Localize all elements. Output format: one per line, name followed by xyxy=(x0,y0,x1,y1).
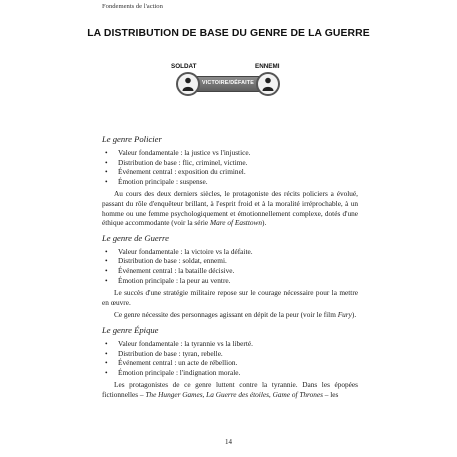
chapter-title xyxy=(0,28,457,39)
list-item: • Valeur fondamentale : la victoire vs la défaite. xyxy=(104,247,358,257)
list-item: • Valeur fondamentale : la tyrannie vs la liberté. xyxy=(104,339,358,349)
list-item: • Événement central : un acte de rébellion. xyxy=(104,358,358,368)
paragraph-text-after: – les xyxy=(322,389,339,399)
list-item: • Événement central : exposition du criminel. xyxy=(104,167,358,177)
body-text xyxy=(102,134,358,402)
bullet-list xyxy=(104,247,358,285)
paragraph-italic-title: The Hunger Games, La Guerre des étoiles, Game of Thrones xyxy=(145,389,323,399)
bullet-list xyxy=(104,148,358,186)
paragraph-text: Le succès d'une stratégie militaire repose sur le courage nécessaire pour la mettre en œuvre. xyxy=(102,288,358,307)
paragraph xyxy=(102,189,358,227)
paragraph-text-after: ). xyxy=(262,218,267,228)
chapter-title-bold: GENRE DE LA GUERRE xyxy=(250,28,370,39)
section-title: Le genre Épique xyxy=(102,324,159,335)
section-title: Le genre Policier xyxy=(102,134,162,144)
paragraph-text-after: ). xyxy=(351,310,357,320)
paragraph xyxy=(102,380,358,399)
list-item: • Distribution de base : flic, criminel, victime. xyxy=(104,158,358,168)
diagram-bar-label: VICTOIRE/DÉFAITE xyxy=(202,80,254,86)
diagram-label-ennemi: ENNEMI xyxy=(255,63,280,70)
paragraph-italic-title: Mare of Easttown xyxy=(210,218,263,228)
paragraph-text: Les protagonistes de ce genre luttent contre la tyrannie. Dans les épopées fictionnelles – xyxy=(102,380,358,399)
diagram-label-soldat: SOLDAT xyxy=(171,63,197,70)
soldier-figure-icon xyxy=(176,72,200,96)
enemy-figure-icon xyxy=(256,72,280,96)
list-item: • Distribution de base : tyran, rebelle. xyxy=(104,349,358,359)
section-title: Le genre de Guerre xyxy=(102,232,169,243)
paragraph-italic-title: Fury xyxy=(337,310,352,320)
paragraph-text: Au cours des deux derniers siècles, le protagoniste des récits policiers a évolué, passant du rôle d'enquêteur brillant, à l'esprit froid et à la moralité irréprochable, à un homme ou une femme psychologiquement et émotionnellement complexe, dotés d'une éthique accommodante (voir la série xyxy=(102,189,358,228)
page-number: 14 xyxy=(225,438,232,446)
paragraph xyxy=(102,310,358,320)
list-item: • Distribution de base : soldat, ennemi. xyxy=(104,256,358,266)
paragraph xyxy=(102,288,358,307)
genre-diagram xyxy=(176,72,280,96)
list-item: • Émotion principale : la peur au ventre. xyxy=(104,276,358,286)
bullet-list xyxy=(104,339,358,377)
list-item: • Émotion principale : suspense. xyxy=(104,177,358,187)
list-item: • Événement central : la bataille décisive. xyxy=(104,266,358,276)
paragraph-text: Ce genre nécessite des personnages agissant en dépit de la peur (voir le film xyxy=(114,310,338,320)
chapter-title-plain: LA DISTRIBUTION DE BASE DU xyxy=(87,28,251,39)
running-head: Fondements de l'action xyxy=(102,3,163,10)
diagram-labels xyxy=(0,63,457,71)
list-item: • Valeur fondamentale : la justice vs l'injustice. xyxy=(104,148,358,158)
list-item: • Émotion principale : l'indignation morale. xyxy=(104,368,358,378)
